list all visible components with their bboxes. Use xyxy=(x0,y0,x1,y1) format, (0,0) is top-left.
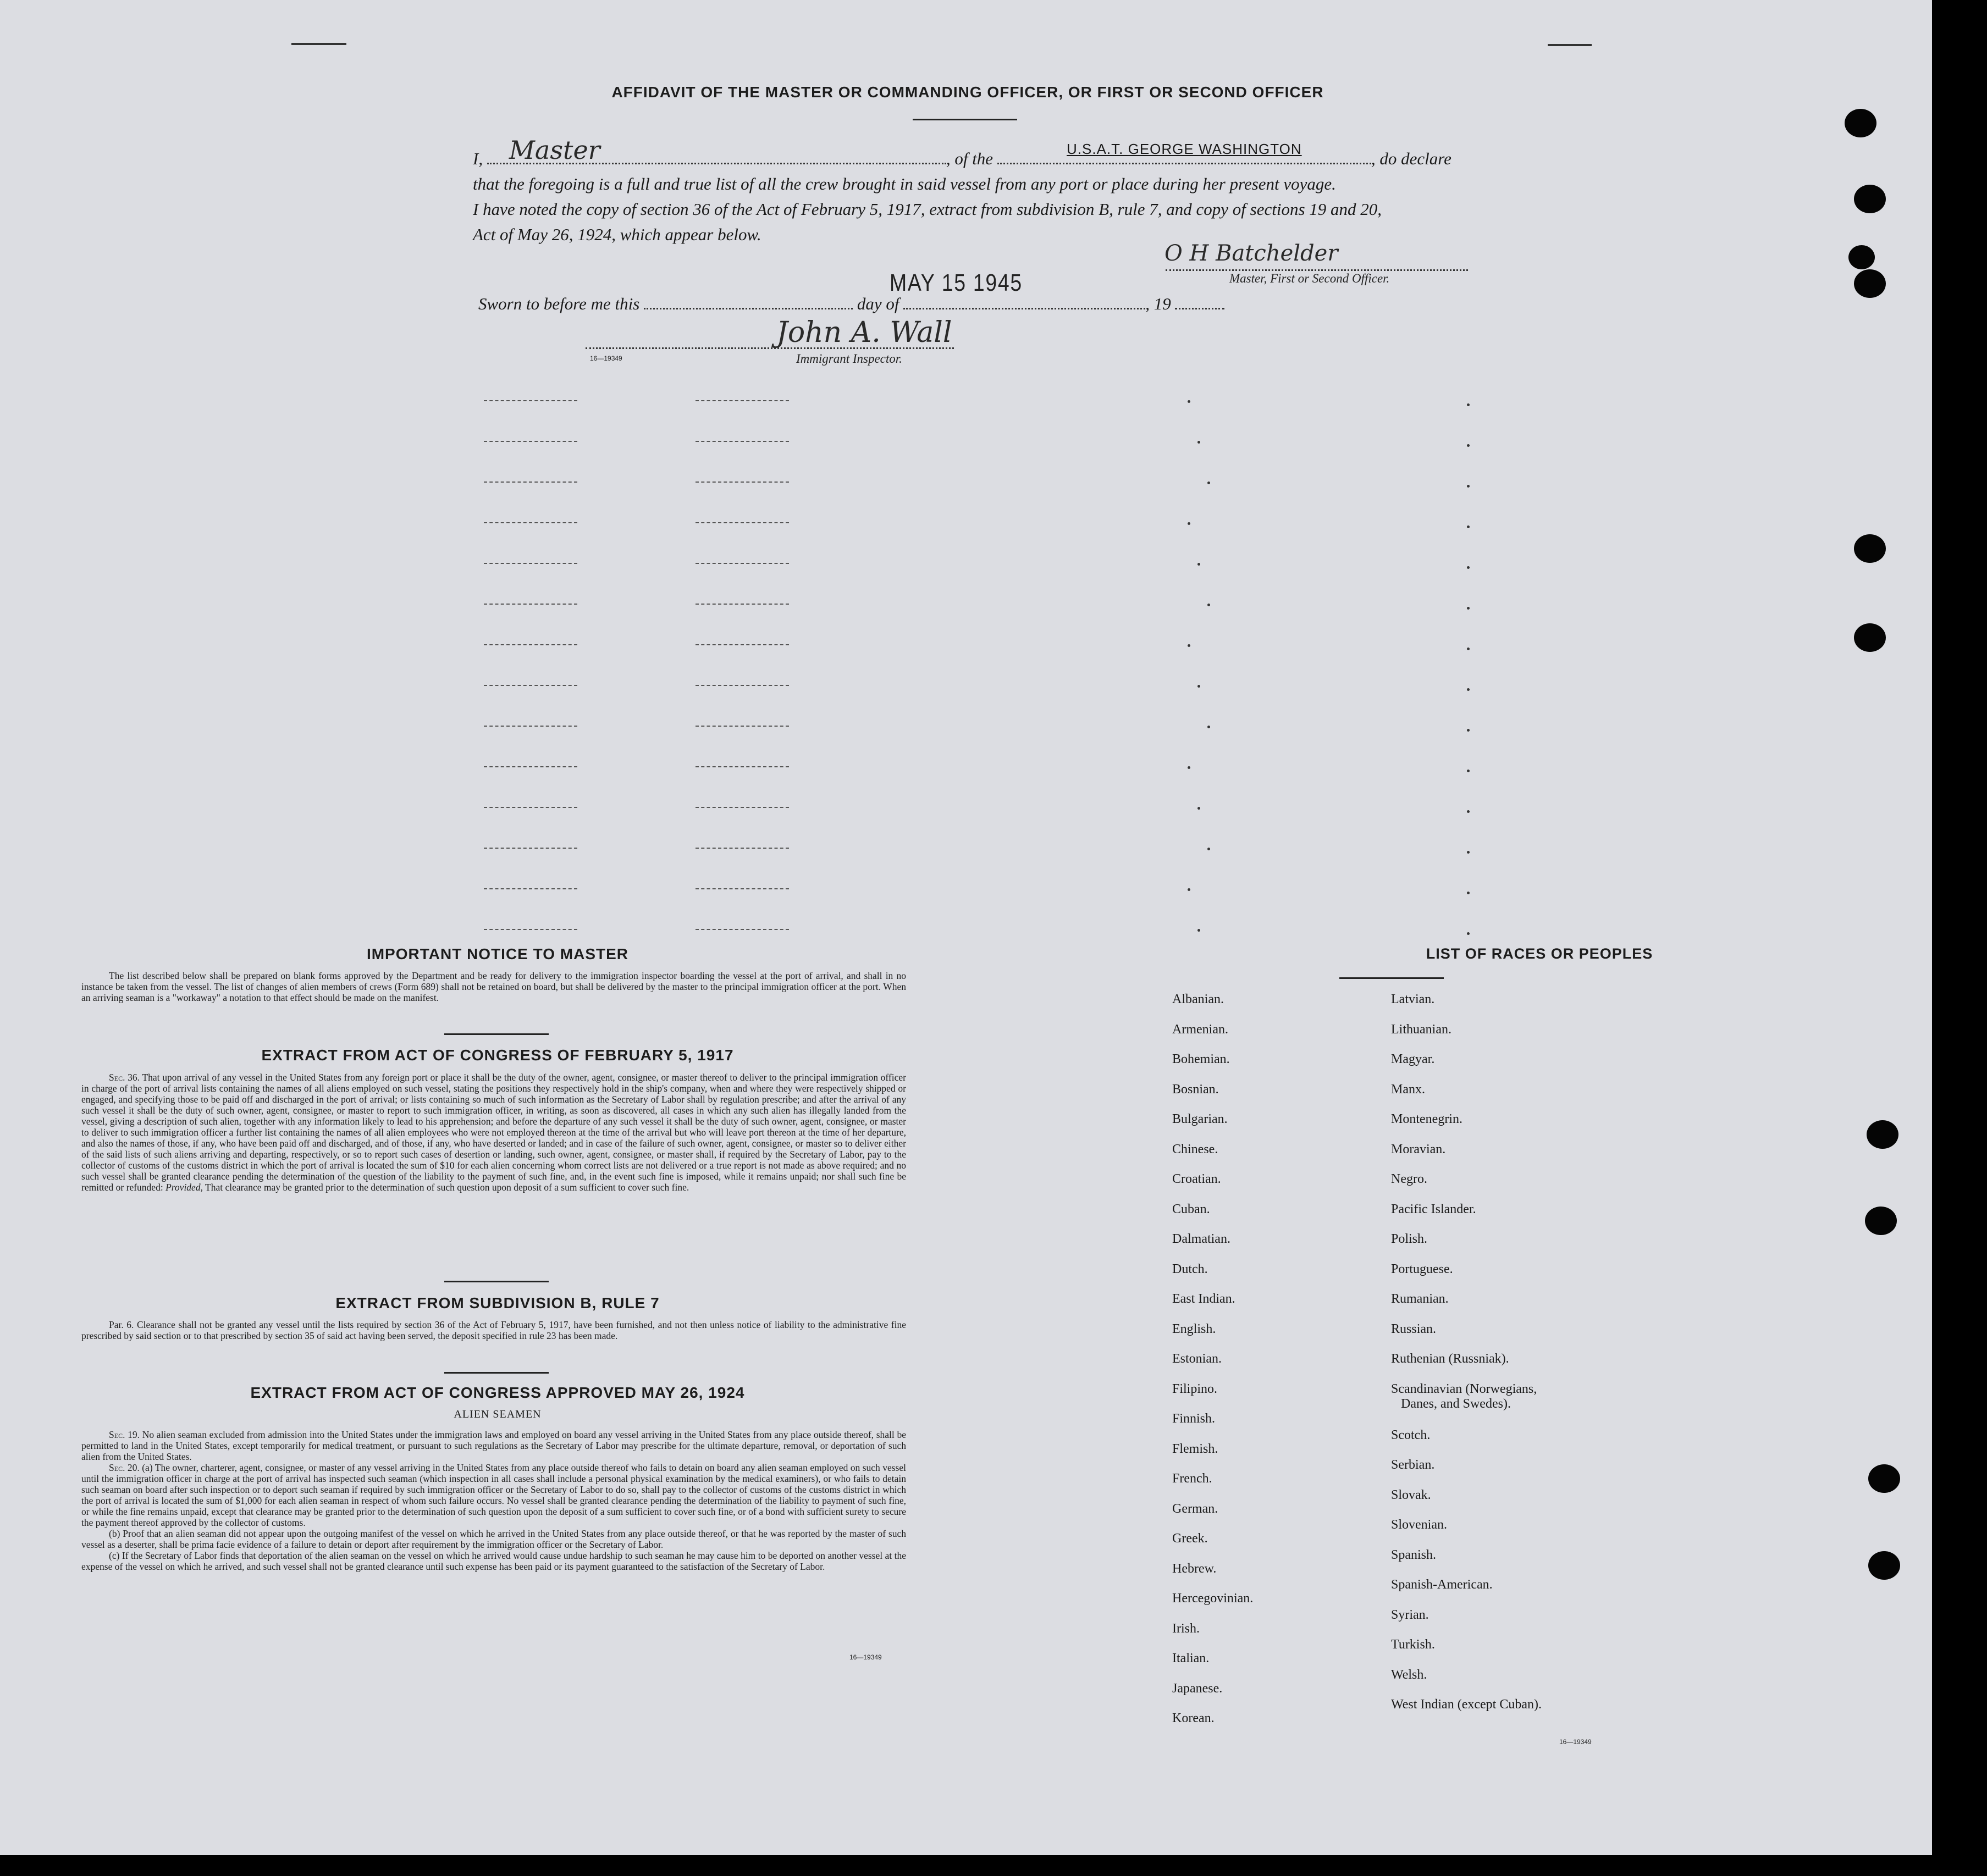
rule7-title: EXTRACT FROM SUBDIVISION B, RULE 7 xyxy=(335,1294,660,1311)
race-item: Italian. xyxy=(1172,1651,1210,1665)
extract-1917-rule xyxy=(444,1281,549,1282)
blank-row-dot xyxy=(1197,685,1200,688)
race-item: Estonian. xyxy=(1172,1352,1222,1366)
blank-row-dash xyxy=(696,482,789,483)
blank-row-dash xyxy=(696,726,789,727)
race-item: Greek. xyxy=(1172,1531,1208,1546)
master-signature: O H Batchelder xyxy=(1164,241,1338,266)
extract-form-number: 16—19349 xyxy=(849,1653,882,1661)
rule7-text xyxy=(81,1319,906,1341)
punch-hole xyxy=(1854,534,1886,563)
blank-row-dash xyxy=(696,807,789,808)
blank-row-dash xyxy=(484,522,577,523)
inspector-signature: John A. Wall xyxy=(776,316,952,349)
blank-row-dash xyxy=(484,766,577,767)
section-20a-text: (a) The owner, charterer, agent, consignee, or master of any vessel arriving in the United States from any place outside thereof who fails to detain on board any alien seaman employed on such vessel until the immigration officer in charge at the port of arrival has inspected such seaman (which inspection in all cases shall include a personal physical examination by the medical examiners), or who fails to detain such seaman on board after such inspection or to deport such seaman if required by such immigration officer or the Secretary of Labor to do so, shall pay to the collector of customs of the customs district in which the port of arrival is located the sum of $1,000 for each alien seaman in respect of whom such failure occurs. No vessel shall be granted clearance pending the determination of the liability to payment of such fine, or while the fine remains unpaid, except that clearance may be granted prior to the determination of such question upon the deposit of a sum sufficient to cover such fine, or of a bond with sufficient surety to secure the payment thereof approved by the collector of customs. xyxy=(81,1462,907,1528)
proviso-label: Provided, xyxy=(165,1182,203,1193)
race-item: Portuguese. xyxy=(1391,1261,1453,1276)
race-item: Welsh. xyxy=(1391,1667,1427,1682)
race-item: Latvian. xyxy=(1391,992,1435,1006)
race-item: Bohemian. xyxy=(1172,1052,1230,1066)
section-19-label: Sec. 19. xyxy=(109,1429,140,1440)
race-item: Slovenian. xyxy=(1391,1518,1447,1532)
blank-row-dot xyxy=(1188,644,1190,647)
race-item: Slovak. xyxy=(1391,1487,1431,1502)
section-36-label: Sec. 36. xyxy=(109,1072,140,1083)
race-item: Albanian. xyxy=(1172,992,1224,1006)
blank-row-dot xyxy=(1467,892,1470,894)
blank-row-dash xyxy=(696,848,789,849)
declaration-line-4: Act of May 26, 1924, which appear below. xyxy=(473,225,761,244)
race-item: Hercegovinian. xyxy=(1172,1591,1254,1606)
officer-rank-field xyxy=(487,135,946,165)
blank-row-dash xyxy=(696,685,789,686)
alien-seamen-subtitle: ALIEN SEAMEN xyxy=(454,1408,542,1420)
blank-row-dot xyxy=(1467,607,1470,610)
inspector-caption: Immigrant Inspector. xyxy=(796,352,902,366)
notice-title: IMPORTANT NOTICE TO MASTER xyxy=(366,945,629,962)
race-item: Hebrew. xyxy=(1172,1561,1217,1576)
race-item: French. xyxy=(1172,1471,1212,1486)
race-item: Armenian. xyxy=(1172,1022,1228,1037)
race-item: Moravian. xyxy=(1391,1142,1446,1156)
race-item: West Indian (except Cuban). xyxy=(1391,1697,1542,1712)
title-rule xyxy=(913,119,1017,120)
blank-row-dash xyxy=(484,848,577,849)
blank-row-dot xyxy=(1467,444,1470,447)
race-item: Flemish. xyxy=(1172,1441,1218,1456)
declaration-i: I, xyxy=(473,149,483,168)
date-stamp: MAY 15 1945 xyxy=(890,269,1023,296)
do-declare-label: , do declare xyxy=(1371,149,1451,168)
race-item: Pacific Islander. xyxy=(1391,1202,1476,1216)
blank-row-dash xyxy=(696,400,789,401)
blank-row-dot xyxy=(1188,766,1190,769)
blank-row-dot xyxy=(1467,485,1470,488)
race-item: Chinese. xyxy=(1172,1142,1218,1156)
blank-row-dash xyxy=(484,400,577,401)
race-item: Irish. xyxy=(1172,1621,1200,1636)
race-item: Spanish. xyxy=(1391,1547,1437,1562)
race-item: Montenegrin. xyxy=(1391,1112,1462,1126)
race-item: Ruthenian (Russniak). xyxy=(1391,1352,1509,1366)
blank-row-dot xyxy=(1467,729,1470,732)
blank-row-dash xyxy=(484,604,577,605)
race-item: Polish. xyxy=(1391,1232,1428,1246)
blank-row-dot xyxy=(1197,563,1200,566)
races-left-column xyxy=(1172,992,1381,1740)
blank-row-dash xyxy=(696,563,789,564)
sworn-label: Sworn to before me this xyxy=(478,294,640,313)
punch-hole xyxy=(1865,1207,1897,1235)
punch-hole xyxy=(1868,1551,1900,1580)
blank-row-dot xyxy=(1207,604,1210,606)
blank-row-dash xyxy=(696,604,789,605)
race-item: Turkish. xyxy=(1391,1637,1435,1652)
race-item: English. xyxy=(1172,1321,1216,1336)
section-36-text: That upon arrival of any vessel in the United States from any foreign port or place it shall be the duty of the owner, agent, consignee, or master thereof to deliver to the principal immigration officer in charge of the port of arrival lists containing the names of all aliens employed on such vessel, stating the positions they respectively hold in the ship's company, when and where they were respectively shipped or engaged, and specifying those to be paid off and discharged in the port of arrival; or lists containing so much of such information as the Secretary of Labor shall by regulation prescribe; and after the arrival of any such vessel it shall be the duty of such owner, agent, consignee, or master to report to such immigration officer, in writing, as soon as discovered, all cases in which any such alien has illegally landed from the vessel, giving a description of such alien, together with any information likely to lead to his apprehension; and before the departure of any such vessel it shall be the duty of such owner, agent, consignee, or master to deliver to such immigration officer a further list containing the names of all alien employees who were not employed thereon at the time of the arrival but who will leave port thereon at the time of her departure, and also the names of those, if any, who have been paid off and discharged, and of those, if any, who have deserted or landed; and in case of the failure of such owner, agent, consignee, or master so to deliver either of the said lists of such aliens arriving and departing, respectively, or so to report such cases of desertion or landing, such owner, agent, consignee, or master shall, if required by the Secretary of Labor, pay to the collector of customs of the customs district in which the port of arrival is located the sum of $10 for each alien concerning whom correct lists are not delivered or a true report is not made as above required; and no such vessel shall be granted clearance pending the determination of the question of the liability to the payment of such fine, and, in the event such fine is imposed, while it remains unpaid; nor shall such fine be remitted or refunded: xyxy=(81,1072,906,1193)
punch-hole xyxy=(1868,1464,1900,1493)
race-item: Bulgarian. xyxy=(1172,1112,1228,1126)
extract-1917-title: EXTRACT FROM ACT OF CONGRESS OF FEBRUARY 5, 1917 xyxy=(261,1047,734,1064)
blank-row-dot xyxy=(1467,648,1470,650)
blank-row-dot xyxy=(1207,726,1210,728)
vessel-name-field xyxy=(997,141,1371,164)
punch-hole xyxy=(1854,269,1886,298)
extract-1917-text xyxy=(81,1072,906,1193)
declaration-line-3: I have noted the copy of section 36 of the Act of February 5, 1917, extract from subdivision B, rule 7, and copy of sections 19 and 20, xyxy=(473,200,1382,219)
notice-paragraph: The list described below shall be prepared on blank forms approved by the Department and be ready for delivery to the immigration inspector boarding the vessel at the port of arrival, and shall in no instance be taken from the vessel. The list of changes of alien members of crews (Form 689) shall not be retained on board, but shall be delivered by the master to the principal immigration officer at the port. When an arriving seaman is a "workaway" a notation to that effect should be made on the manifest. xyxy=(81,970,906,1003)
blank-row-dash xyxy=(484,807,577,808)
blank-row-dash xyxy=(696,441,789,442)
blank-row-dot xyxy=(1467,932,1470,935)
extract-1924-text xyxy=(81,1429,906,1572)
races-title: LIST OF RACES OR PEOPLES xyxy=(1426,945,1653,962)
form-number: 16—19349 xyxy=(590,355,622,362)
extract-1924-title: EXTRACT FROM ACT OF CONGRESS APPROVED MAY 26, 1924 xyxy=(250,1384,745,1401)
race-item: Dutch. xyxy=(1172,1261,1208,1276)
blank-row-dash xyxy=(484,644,577,645)
blank-row-dash xyxy=(696,766,789,767)
race-item: Croatian. xyxy=(1172,1172,1221,1186)
declaration-line-1 xyxy=(473,135,1490,171)
rule7-rule xyxy=(444,1372,549,1374)
blank-row-dash xyxy=(696,644,789,645)
blank-row-dash xyxy=(696,929,789,930)
section-20b-text: (b) Proof that an alien seaman did not appear upon the outgoing manifest of the vessel on which he arrived in the United States from any place outside thereof, or that he was reported by the master of such vessel as a deserter, shall be prima facie evidence of a failure to detain or deport after requirement by the immigration officer or the Secretary of Labor. xyxy=(81,1528,906,1550)
blank-row-dot xyxy=(1207,848,1210,850)
vessel-name: U.S.A.T. GEORGE WASHINGTON xyxy=(1067,141,1302,157)
notice-text xyxy=(81,970,906,1003)
blank-row-dot xyxy=(1467,525,1470,528)
race-item: Japanese. xyxy=(1172,1681,1223,1696)
blank-row-dot xyxy=(1188,522,1190,525)
race-item: Negro. xyxy=(1391,1172,1427,1186)
race-item: Spanish-American. xyxy=(1391,1578,1493,1592)
proviso-text: That clearance may be granted prior to the determination of such question upon deposit of a sum sufficient to cover such fine. xyxy=(205,1182,689,1193)
race-item: Rumanian. xyxy=(1391,1292,1449,1306)
declaration xyxy=(473,135,1490,247)
top-mark xyxy=(1548,44,1592,46)
blank-row-dot xyxy=(1197,807,1200,810)
year-prefix-label: , 19 xyxy=(1145,294,1171,313)
race-item: Korean. xyxy=(1172,1711,1215,1725)
blank-row-dot xyxy=(1467,770,1470,772)
master-signature-line xyxy=(1166,269,1468,271)
blank-row-dash xyxy=(484,726,577,727)
race-item: Bosnian. xyxy=(1172,1082,1219,1097)
blank-row-dash xyxy=(696,522,789,523)
officer-rank-handwriting: Master xyxy=(509,135,600,165)
blank-row-dot xyxy=(1197,929,1200,932)
blank-row-dot xyxy=(1188,400,1190,403)
master-caption: Master, First or Second Officer. xyxy=(1229,272,1390,285)
race-item: Scotch. xyxy=(1391,1427,1431,1442)
blank-row-dot xyxy=(1197,441,1200,444)
races-rule xyxy=(1339,977,1444,979)
day-of-label: day of xyxy=(857,294,899,313)
blank-row-dot xyxy=(1467,566,1470,569)
punch-hole xyxy=(1854,185,1886,213)
blank-row-dash xyxy=(484,563,577,564)
race-item: Syrian. xyxy=(1391,1607,1429,1622)
section-20c-text: (c) If the Secretary of Labor finds that deportation of the alien seaman on the vessel on which he arrived would cause undue hardship to such seaman he may cause him to be deported on another vessel at the expense of the vessel on which he arrived, and such vessel shall not be granted clearance until such expense has been paid or its payment guaranteed to the satisfaction of the Secretary of Labor. xyxy=(81,1550,906,1572)
blank-row-dash xyxy=(484,685,577,686)
blank-row-dot xyxy=(1467,810,1470,813)
section-20-label: Sec. 20. xyxy=(109,1462,140,1473)
declaration-line-2: that the foregoing is a full and true list of all the crew brought in said vessel from any port or place during her present voyage. xyxy=(473,174,1336,193)
races-form-number: 16—19349 xyxy=(1559,1738,1592,1746)
blank-row-dot xyxy=(1467,688,1470,691)
race-item: Dalmatian. xyxy=(1172,1232,1230,1246)
race-item: Magyar. xyxy=(1391,1052,1435,1066)
punch-hole xyxy=(1867,1120,1898,1149)
blank-row-dash xyxy=(484,929,577,930)
rule7-paragraph: Par. 6. Clearance shall not be granted any vessel until the lists required by section 36 of the Act of February 5, 1917, have been furnished, and not then unless notice of liability to the administrative fine prescribed by said section or to that prescribed by section 35 of said act having been served, the deposit specified in rule 23 has been made. xyxy=(81,1319,906,1341)
blank-row-dash xyxy=(696,888,789,889)
race-item: Manx. xyxy=(1391,1082,1425,1097)
blank-row-dot xyxy=(1207,482,1210,484)
top-mark xyxy=(291,43,346,45)
affidavit-title: AFFIDAVIT OF THE MASTER OR COMMANDING OFFICER, OR FIRST OR SECOND OFFICER xyxy=(611,84,1324,101)
races-right-column xyxy=(1391,992,1666,1740)
blank-row-dot xyxy=(1467,403,1470,406)
blank-row-dash xyxy=(484,441,577,442)
race-item: Filipino. xyxy=(1172,1381,1218,1396)
notice-rule xyxy=(444,1033,549,1035)
race-item: Finnish. xyxy=(1172,1412,1216,1426)
section-19-text: No alien seaman excluded from admission into the United States under the immigration laws and employed on board any vessel arriving in the United States from any place outside thereof, shall be permitted to land in the United States, except temporarily for medical treatment, or pursuant to such regulations as the Secretary of Labor may prescribe for the ultimate departure, removal, or deportation of such alien from the United States. xyxy=(81,1429,906,1462)
blank-row-dot xyxy=(1188,888,1190,891)
blank-row-dash xyxy=(484,888,577,889)
race-item: East Indian. xyxy=(1172,1292,1235,1306)
of-the-label: , of the xyxy=(946,149,993,168)
race-item: Serbian. xyxy=(1391,1458,1435,1473)
sworn-year-field xyxy=(1175,291,1224,309)
race-item: Cuban. xyxy=(1172,1202,1210,1216)
blank-row-dash xyxy=(484,482,577,483)
blank-row-dot xyxy=(1467,851,1470,854)
punch-hole xyxy=(1848,245,1875,269)
race-item: German. xyxy=(1172,1501,1218,1516)
race-item: Russian. xyxy=(1391,1321,1437,1336)
race-item: Scandinavian (Norwegians, Danes, and Swedes). xyxy=(1391,1381,1537,1411)
sworn-day-field xyxy=(644,291,853,309)
punch-hole xyxy=(1845,109,1876,137)
race-item: Lithuanian. xyxy=(1391,1022,1451,1037)
punch-hole xyxy=(1854,623,1886,652)
